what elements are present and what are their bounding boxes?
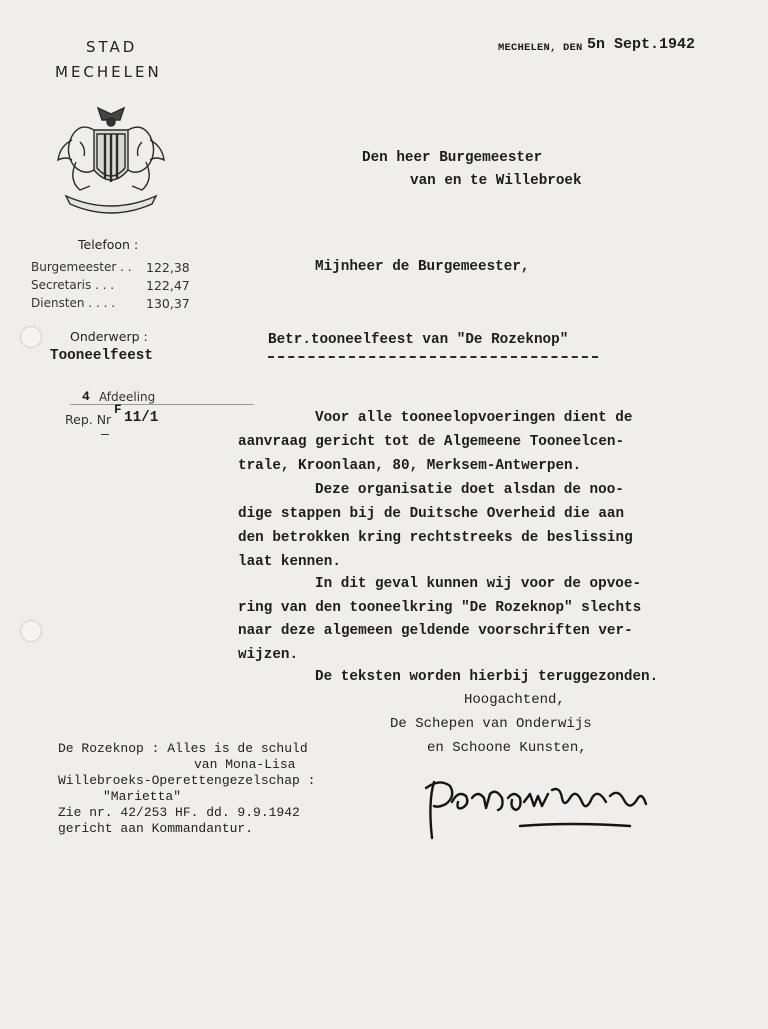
body-line: Voor alle tooneelopvoeringen dient de [315,410,633,426]
dateline-date: 5n Sept.1942 [587,36,696,53]
phone-number-secretaris: 122,47 [146,278,190,293]
body-line: In dit geval kunnen wij voor de opvoe- [315,576,642,592]
closing-title-line-2: en Schoone Kunsten, [427,740,587,756]
afdeeling-label: Afdeeling [99,390,156,404]
handwritten-signature [420,768,660,844]
punch-hole-bottom [20,620,42,642]
onderwerp-label: Onderwerp : [70,329,148,344]
letterhead-mechelen: MECHELEN [55,63,162,81]
phone-label-secretaris: Secretaris . . . [31,278,115,292]
subject-line: Betr.tooneelfeest van "De Rozeknop" [268,332,569,348]
note-line: De Rozeknop : Alles is de schuld [58,741,308,756]
phone-label-diensten: Diensten . . . . [31,296,116,310]
note-line: Willebroeks-Operettengezelschap : [58,773,316,788]
body-line: laat kennen. [238,554,341,570]
dateline-place: MECHELEN, DEN [498,42,583,54]
note-line: Zie nr. 42/253 HF. dd. 9.9.1942 [58,805,300,820]
onderwerp-value: Tooneelfeest [50,348,153,364]
body-line: trale, Kroonlaan, 80, Merksem-Antwerpen. [238,458,582,474]
recipient-line-2: van en te Willebroek [410,173,582,189]
city-coat-of-arms-icon [50,100,172,222]
body-line: ring van den tooneelkring "De Rozeknop" slechts [238,600,642,616]
body-line: wijzen. [238,647,299,663]
rep-prefix: F [114,403,122,417]
punch-hole-top [20,326,42,348]
recipient-line-1: Den heer Burgemeester [362,150,543,166]
note-line: gericht aan Kommandantur. [58,821,254,836]
phone-number-diensten: 130,37 [146,296,190,311]
closing-greeting: Hoogachtend, [464,692,565,708]
body-line: aanvraag gericht tot de Algemeene Tooneelcen- [238,434,625,450]
closing-title-line-1: De Schepen van Onderwijs [390,716,592,732]
body-line: De teksten worden hierbij teruggezonden. [315,669,659,685]
body-line: naar deze algemeen geldende voorschriften ver- [238,623,633,639]
rep-label: Rep. Nr [65,412,112,427]
body-line: Deze organisatie doet alsdan de noo- [315,482,624,498]
salutation: Mijnheer de Burgemeester, [315,259,530,275]
telefoon-label: Telefoon : [78,237,139,252]
afdeeling-divider [70,404,254,405]
letterhead-stad: STAD [86,38,138,56]
note-line: van Mona-Lisa [194,757,296,772]
body-line: dige stappen bij de Duitsche Overheid die aan [238,506,625,522]
afdeeling-number: 4 [82,389,90,404]
phone-number-burgemeester: 122,38 [146,260,190,275]
note-line: "Marietta" [103,789,182,804]
body-line: den betrokken kring rechtstreeks de beslissing [238,530,633,546]
phone-label-burgemeester: Burgemeester . . [31,260,132,274]
subject-underline [268,356,598,358]
rep-value: 11/1 [124,410,159,426]
rep-dash: — [101,427,109,442]
